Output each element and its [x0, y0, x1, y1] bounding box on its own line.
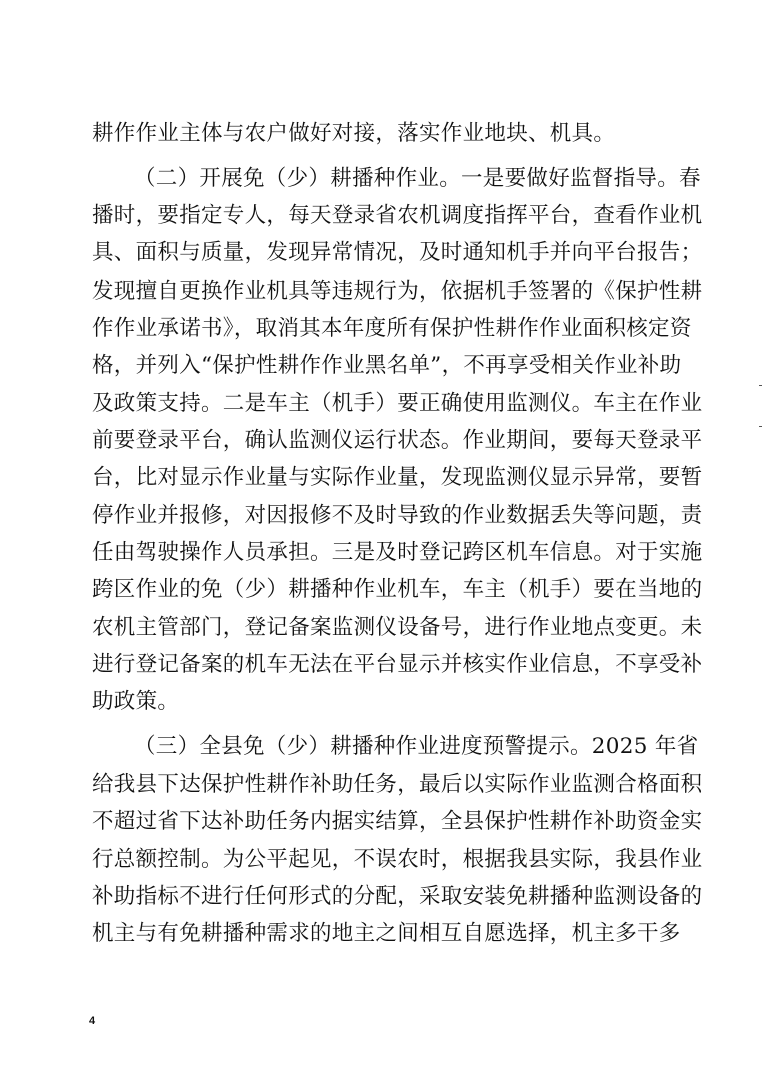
- text-line: 进行登记备案的机车无法在平台显示并核实作业信息，不享受补: [92, 652, 703, 677]
- page-number: 4: [89, 1015, 96, 1027]
- text-line: 作作业承诺书》，取消其本年度所有保护性耕作作业面积核定资: [92, 316, 692, 341]
- text-line: 及政策支持。二是车主（机手）要正确使用监测仪。车主在作业: [92, 391, 703, 416]
- text-line: （二）开展免（少）耕播种作业。一是要做好监督指导。春: [134, 166, 701, 191]
- scan-mark: [759, 426, 762, 427]
- text-line: 耕作作业主体与农户做好对接，落实作业地块、机具。: [92, 121, 616, 146]
- scan-mark: [759, 385, 762, 386]
- text-line: 停作业并报修，对因报修不及时导致的作业数据丢失等问题，责: [92, 503, 703, 528]
- text-line: 发现擅自更换作业机具等违规行为，依据机手签署的《保护性耕: [92, 279, 703, 304]
- text-line: 补助指标不进行任何形式的分配，采取安装免耕播种监测设备的: [92, 884, 703, 909]
- text-line: 农机主管部门，登记备案监测仪设备号，进行作业地点变更。未: [92, 615, 703, 640]
- text-line: 任由驾驶操作人员承担。三是及时登记跨区机车信息。对于实施: [92, 540, 703, 565]
- text-line: 格，并列入“保护性耕作作业黑名单”，不再享受相关作业补助: [92, 353, 682, 378]
- text-line: 播时，要指定专人，每天登录省农机调度指挥平台，查看作业机: [92, 203, 703, 228]
- text-line: 前要登录平台，确认监测仪运行状态。作业期间，要每天登录平: [92, 428, 703, 453]
- text-line: 不超过省下达补助任务内据实结算，全县保护性耕作补助资金实: [92, 809, 703, 834]
- text-line: 台，比对显示作业量与实际作业量，发现监测仪显示异常，要暂: [92, 465, 703, 490]
- text-line: 跨区作业的免（少）耕播种作业机车，车主（机手）要在当地的: [92, 577, 703, 602]
- text-line: 具、面积与质量，发现异常情况，及时通知机手并向平台报告；: [92, 240, 703, 265]
- text-line: 机主与有免耕播种需求的地主之间相互自愿选择，机主多干多: [92, 921, 681, 946]
- text-line: 给我县下达保护性耕作补助任务，最后以实际作业监测合格面积: [92, 772, 703, 797]
- text-line: （三）全县免（少）耕播种作业进度预警提示。2025 年省: [134, 734, 699, 759]
- text-line: 行总额控制。为公平起见，不误农时，根据我县实际，我县作业: [92, 847, 703, 872]
- text-line: 助政策。: [92, 689, 180, 714]
